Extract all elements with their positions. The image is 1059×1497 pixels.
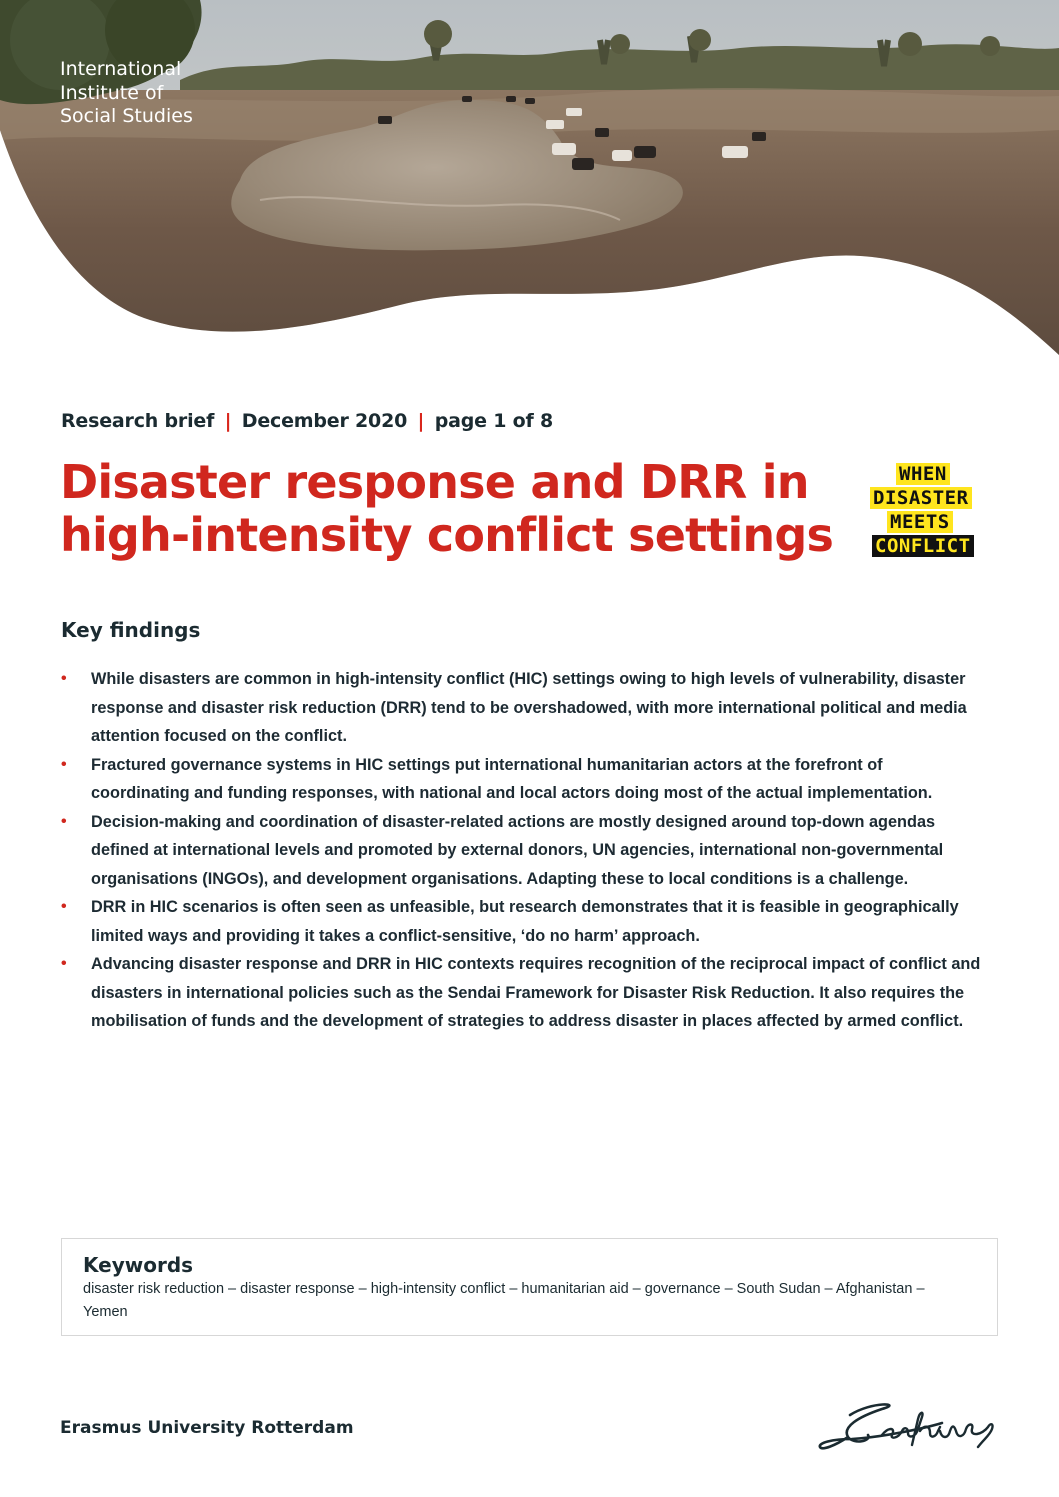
institute-name — [60, 58, 260, 129]
badge-word-conflict: CONFLICT — [872, 535, 974, 557]
list-item — [61, 665, 981, 751]
finding-text: While disasters are common in high-intensity conflict (HIC) settings owing to high levels of vulnerability, disaster response and disaster risk reduction (DRR) tend to be overshadowed, with more international political and media attention focused on the conflict. — [91, 670, 967, 745]
list-item — [61, 751, 981, 808]
page-indicator: page 1 of 8 — [434, 410, 554, 432]
brief-date: December 2020 — [241, 410, 408, 432]
finding-text: Fractured governance systems in HIC settings put international humanitarian actors at the forefront of coordinating and funding responses, with national and local actors doing most of the actual implementation. — [91, 755, 933, 802]
title-line-2: high-intensity conflict settings — [60, 508, 834, 562]
key-findings-list — [61, 665, 981, 1036]
finding-text: DRR in HIC scenarios is often seen as unfeasible, but research demonstrates that it is feasible in geographically limited ways and providing it takes a conflict-sensitive, ‘do no harm’ approach. — [91, 898, 959, 945]
finding-text: Advancing disaster response and DRR in HIC contexts requires recognition of the reciprocal impact of conflict and disasters in international policies such as the Sendai Framework for Disaster Risk Reduction. It also requires the mobilisation of funds and the development of strategies to address disaster in places affected by armed conflict. — [91, 955, 981, 1030]
bullet-icon: • — [61, 755, 67, 773]
page-title — [60, 456, 860, 562]
erasmus-signature-logo — [812, 1395, 1002, 1465]
keywords-box — [61, 1238, 998, 1336]
brief-meta-line — [61, 410, 553, 432]
university-name: Erasmus University Rotterdam — [60, 1418, 354, 1438]
bullet-icon: • — [61, 812, 67, 830]
institute-line-1: International — [60, 58, 182, 80]
bullet-icon: • — [61, 670, 67, 687]
list-item — [61, 950, 981, 1036]
keywords-heading: Keywords — [83, 1253, 194, 1277]
when-disaster-meets-conflict-logo — [868, 462, 998, 558]
badge-word-disaster: DISASTER — [870, 487, 972, 509]
meta-separator: | — [224, 410, 232, 432]
keywords-text: disaster risk reduction – disaster response – high-intensity conflict – humanitarian aid – governance – South Sudan – Afghanistan – Yemen — [83, 1281, 925, 1320]
key-findings-heading: Key findings — [61, 618, 201, 642]
meta-separator: | — [417, 410, 425, 432]
list-item — [61, 808, 981, 894]
institute-line-2: Institute of — [60, 81, 164, 104]
institute-line-3: Social Studies — [60, 105, 193, 127]
badge-word-when: WHEN — [896, 463, 950, 485]
hero-photo — [0, 0, 1059, 360]
title-line-1: Disaster response and DRR in — [60, 455, 809, 509]
brief-type: Research brief — [61, 410, 215, 432]
finding-text: Decision-making and coordination of disaster-related actions are mostly designed around top-down agendas defined at international levels and promoted by external donors, UN agencies, international non-governmental organisations (INGOs), and development organisations. Adapting these to local conditions is a challenge. — [91, 812, 944, 888]
badge-word-meets: MEETS — [887, 511, 953, 533]
bullet-icon: • — [61, 955, 67, 972]
list-item — [61, 893, 981, 950]
bullet-icon: • — [61, 898, 67, 915]
